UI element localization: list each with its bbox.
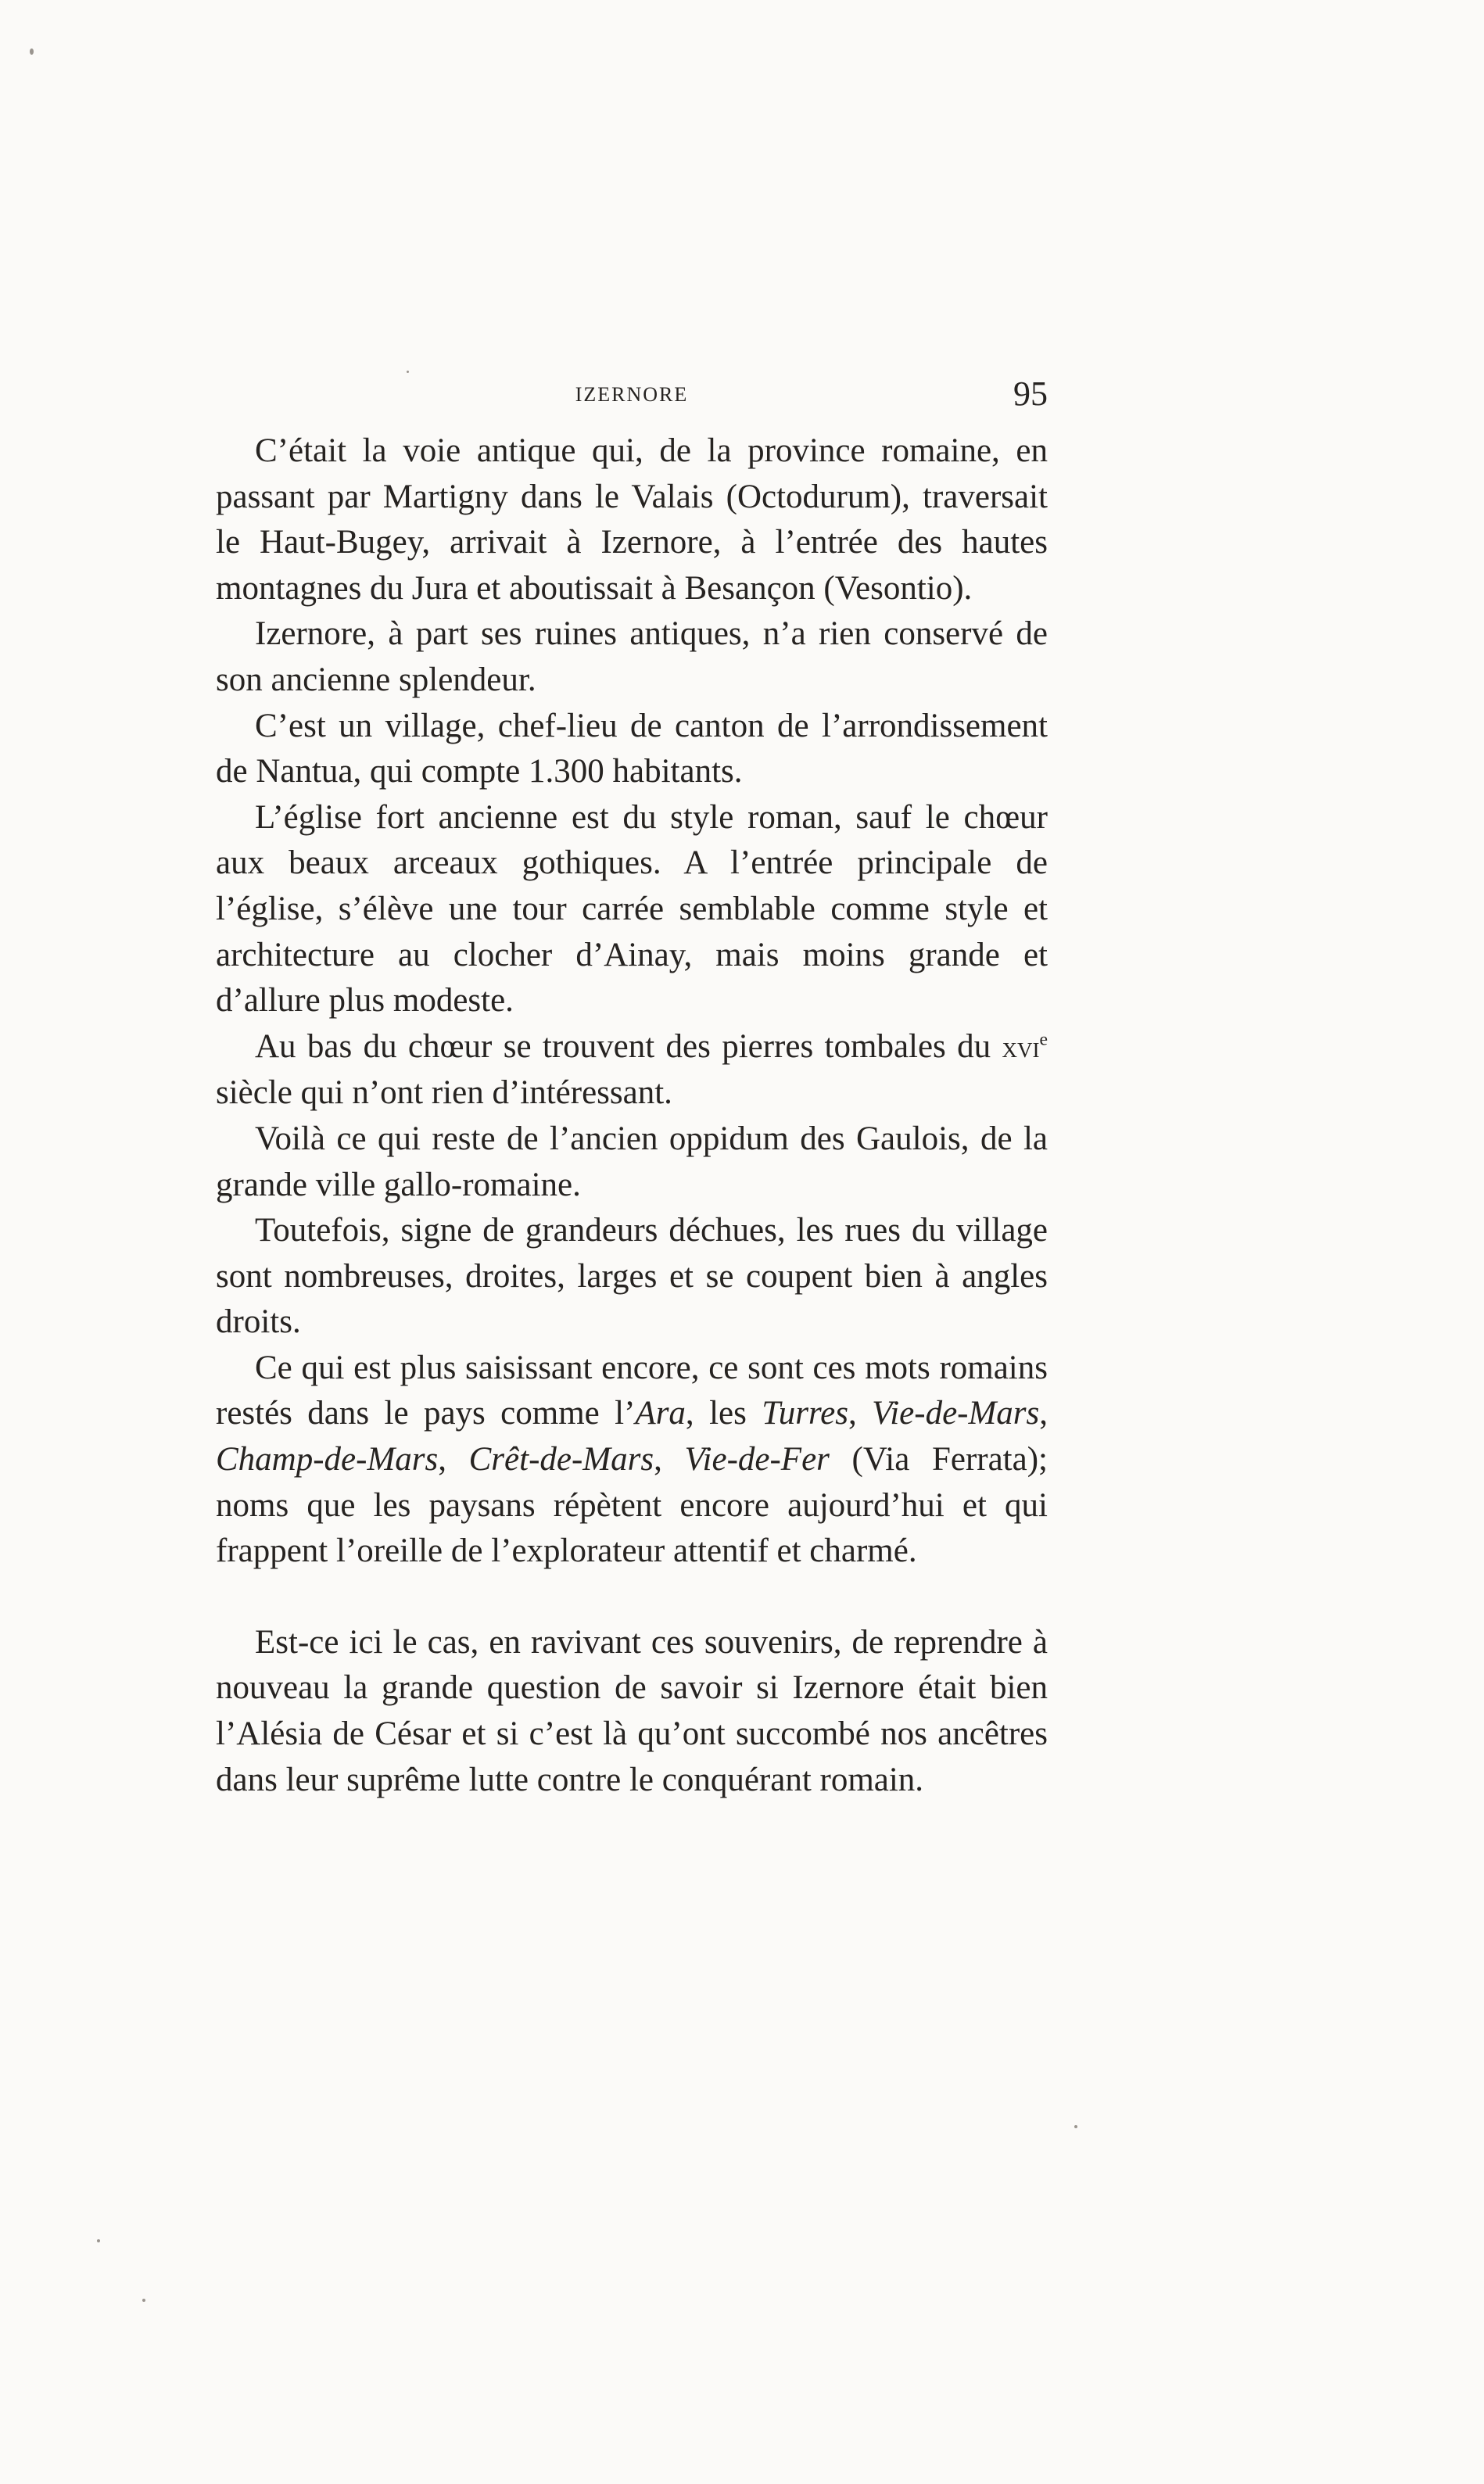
tombales-text-start: Au bas du chœur se trouvent des pierres tombales du bbox=[255, 1027, 1002, 1065]
ink-speck bbox=[30, 48, 34, 55]
paragraph-mots-romains bbox=[216, 1346, 1048, 1575]
page-number: 95 bbox=[1013, 375, 1048, 413]
paragraph-alesia-question: Est-ce ici le cas, en ravivant ces souvenirs, de reprendre à nouveau la grande question de savoir si Izernore était bien l’Alésia de César et si c’est là qu’ont succombé nos ancêtres dans leur suprême lutte contre le conquérant romain. bbox=[216, 1623, 1048, 1798]
paragraph-ruines: Izernore, à part ses ruines antiques, n’a rien conservé de son ancienne splendeur. bbox=[216, 615, 1048, 698]
ink-speck bbox=[97, 2239, 100, 2242]
tombales-text-end: siècle qui n’ont rien d’intéressant. bbox=[216, 1074, 672, 1112]
running-title: IZERNORE bbox=[575, 383, 689, 406]
body-text bbox=[216, 428, 1048, 1803]
century-suffix: e bbox=[1039, 1029, 1048, 1050]
mots-sep-4: , bbox=[654, 1441, 685, 1479]
place-name-champ-de-mars: Champ-de-Mars bbox=[216, 1441, 439, 1479]
paragraph-village: C’est un village, chef-lieu de canton de l’arrondissement de Nantua, qui compte 1.300 habitants. bbox=[216, 707, 1048, 790]
place-name-ara: Ara bbox=[635, 1395, 686, 1432]
paragraph-pierres-tombales bbox=[216, 1024, 1048, 1117]
mots-sep-3: , bbox=[438, 1441, 469, 1479]
place-name-turres: Turres bbox=[762, 1395, 848, 1432]
paragraph-rues: Toutefois, signe de grandeurs déchues, les rues du village sont nombreuses, droites, larges et se coupent bien à angles droits. bbox=[216, 1212, 1048, 1341]
century-numeral: xvi bbox=[1002, 1031, 1040, 1064]
ink-speck bbox=[407, 371, 409, 373]
mots-text-1: Ce qui est plus saisissant encore, ce sont ces mots romains restés dans le pays comme l’ bbox=[216, 1349, 1048, 1432]
paragraph-oppidum: Voilà ce qui reste de l’ancien oppidum des Gaulois, de la grande ville gallo-romaine. bbox=[216, 1120, 1048, 1203]
mots-sep-2: , bbox=[1039, 1395, 1048, 1432]
place-name-cret-de-mars: Crêt-de-Mars bbox=[468, 1441, 654, 1479]
mots-text-2: , les bbox=[685, 1395, 762, 1432]
mots-sep-1: , bbox=[848, 1395, 873, 1432]
mots-text-3: (Via Ferrata); noms que les paysans répètent encore aujourd’hui et qui frappent l’oreille de l’explorateur attentif et charmé. bbox=[216, 1441, 1048, 1570]
paragraph-eglise: L’église fort ancienne est du style roman, sauf le chœur aux beaux arceaux gothiques. A l’entrée principale de l’église, s’élève une tour carrée semblable comme style et architecture au clocher d’Ainay, mais moins grande et d’allure plus modeste. bbox=[216, 798, 1048, 1020]
ink-speck bbox=[1074, 2125, 1077, 2128]
ink-speck bbox=[142, 2299, 145, 2302]
place-name-vie-de-fer: Vie-de-Fer bbox=[684, 1441, 830, 1479]
running-head bbox=[216, 374, 1048, 421]
paragraph-voie-antique: C’était la voie antique qui, de la province romaine, en passant par Martigny dans le Valais (Octodurum), traversait le Haut-Bugey, arrivait à Izernore, à l’entrée des hautes montagnes du Jura et aboutissait à Besançon (Vesontio). bbox=[216, 432, 1048, 607]
place-name-vie-de-mars: Vie-de-Mars bbox=[872, 1395, 1040, 1432]
